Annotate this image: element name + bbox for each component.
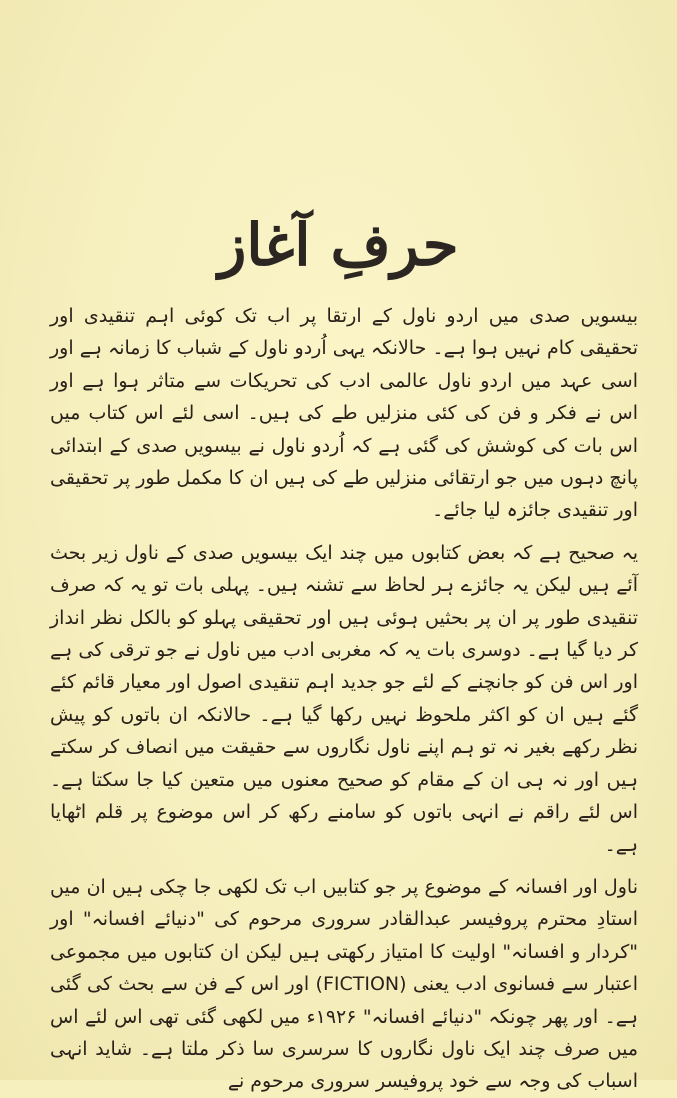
- paragraph-3: ناول اور افسانہ کے موضوع پر جو کتابیں اب تک لکھی جا چکی ہیں ان میں استادِ محترم پروفیسر عبدالقادر سروری مرحوم کی "دنیائے افسانہ" اور "کردار و افسانہ" اولیت کا امتیاز رکھتی ہیں لیکن ان کتابوں میں مجموعی اعتبار سے فسانوی ادب یعنی (FICTION) اور اس کے فن سے بحث کی گئی ہے۔ اور پھر چونکہ "دنیائے افسانہ" ۱۹۲۶ء میں لکھی گئی تھی اس لئے اس میں صرف چند ایک ناول نگاروں کا سرسری سا ذکر ملتا ہے۔ شاید انہی اسباب کی وجہ سے خود پروفیسر سروری مرحوم نے: [50, 875, 639, 1093]
- paragraph-2: یہ صحیح ہے کہ بعض کتابوں میں چند ایک بیسویں صدی کے ناول زیر بحث آئے ہیں لیکن یہ جائزے ہر لحاظ سے تشنہ ہیں۔ پہلی بات تو یہ کہ صرف تنقیدی طور پر ان پر بحثیں ہوئی ہیں اور تحقیقی پہلو کو بالکل نظر انداز کر دیا گیا ہے۔ دوسری بات یہ کہ مغربی ادب میں ناول نے جو ترقی کی ہے اور اس فن کو جانچنے کے لئے جو جدید اہم تنقیدی اصول اور معیار قائم کئے گئے ہیں ان کو اکثر ملحوظ نہیں رکھا گیا ہے۔ حالانکہ ان باتوں کو پیش نظر رکھے بغیر نہ تو ہم اپنے ناول نگاروں سے حقیقت میں انصاف کر سکتے ہیں اور نہ ہی ان کے مقام کو صحیح معنوں میں متعین کیا جا سکتا ہے۔ اس لئے راقم نے انہی باتوں کو سامنے رکھ کر اس موضوع پر قلم اٹھایا ہے۔: [50, 541, 638, 856]
- body-text: [50, 300, 638, 1098]
- paragraph-1: بیسویں صدی میں اردو ناول کے ارتقا پر اب تک کوئی اہم تنقیدی اور تحقیقی کام نہیں ہوا ہے۔ حالانکہ یہی اُردو ناول کے شباب کا زمانہ ہے اور اسی عہد میں اردو ناول عالمی ادب کی تحریکات سے متاثر ہوا ہے اور اس نے فکر و فن کی کئی منزلیں طے کی ہیں۔ اسی لئے اس کتاب میں اس بات کی کوشش کی گئی ہے کہ اُردو ناول نے بیسویں صدی کے ابتدائی پانچ دہوں میں جو ارتقائی منزلیں طے کی ہیں ان کا مکمل طور پر تحقیقی اور تنقیدی جائزہ لیا جائے۔: [50, 305, 638, 522]
- page-title: حرفِ آغاز: [218, 211, 459, 279]
